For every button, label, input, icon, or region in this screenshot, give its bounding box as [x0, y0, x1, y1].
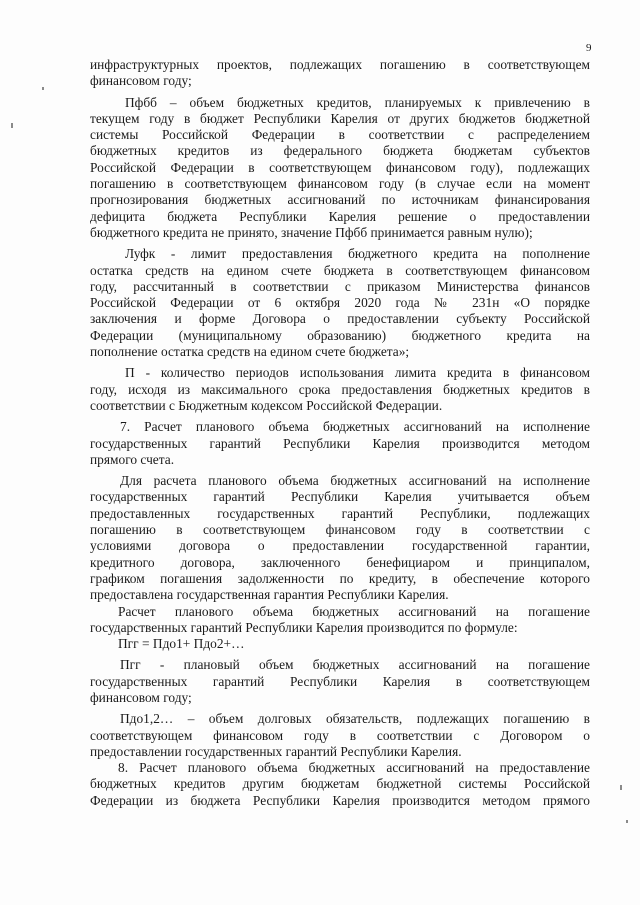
text-line: финансовом году; — [90, 689, 192, 705]
text-line: Федерации из бюджета Республики Карелия производится методом прямого — [90, 792, 590, 808]
scan-speck — [626, 820, 628, 823]
text-line: графиком погашения задолженности по кредиту, в обеспечение которого — [90, 570, 590, 586]
formula-line: Пгг = Пдо1+ Пдо2+… — [118, 636, 245, 652]
text-line: текущем году в бюджет Республики Карелия от других бюджетов бюджетной — [90, 110, 590, 126]
scan-speck — [42, 87, 44, 90]
text-line: Пфбб – объем бюджетных кредитов, планируемых к привлечению в — [125, 94, 590, 110]
text-line: погашению в соответствующем финансовом году (в случае если на момент — [90, 176, 590, 192]
text-line: прогнозирования бюджетных ассигнований по источникам финансирования — [90, 192, 590, 208]
text-line: бюджетных кредитов другим бюджетам бюджетной системы Российской — [90, 776, 590, 792]
text-line: предоставлена государственная гарантия Республики Карелия. — [90, 587, 449, 603]
text-line: Федерации (муниципальному образованию) бюджетного кредита на — [90, 327, 590, 343]
scan-speck — [11, 123, 13, 128]
page-number: 9 — [586, 42, 592, 54]
text-line: бюджетного кредита не принято, значение Пфбб принимается равным нулю); — [90, 224, 533, 240]
text-line: государственных гарантий Республики Карелия в соответствующем — [90, 673, 590, 689]
text-line: предоставлении государственных гарантий Республики Карелия. — [90, 743, 462, 759]
text-line: прямого счета. — [90, 451, 175, 467]
text-line: Российской Федерации от 6 октября 2020 года № 231н «О порядке — [90, 295, 590, 311]
text-line: Луфк - лимит предоставления бюджетного кредита на пополнение — [125, 246, 590, 262]
text-line: заключения и форме Договора о предоставлении субъекту Российской — [90, 311, 590, 327]
text-line: Для расчета планового объема бюджетных ассигнований на исполнение — [120, 473, 590, 489]
document-body — [90, 57, 590, 809]
text-line: государственных гарантий Республики Карелия учитывается объем — [90, 489, 590, 505]
text-line: государственных гарантий Республики Карелия производится методом — [90, 435, 590, 451]
text-line: 7. Расчет планового объема бюджетных ассигнований на исполнение — [120, 419, 590, 435]
text-line: условиями договора о предоставлении государственной гарантии, — [90, 538, 590, 554]
text-line: финансовом году; — [90, 73, 192, 89]
text-line: остатка средств на едином счете бюджета в соответствующем финансовом — [90, 262, 590, 278]
text-line: соответствующем финансовом году в соответствии с Договором о — [90, 727, 590, 743]
text-line: 8. Расчет планового объема бюджетных ассигнований на предоставление — [118, 760, 590, 776]
text-line: соответствии с Бюджетным кодексом Российской Федерации. — [90, 397, 443, 413]
text-line: Пдо1,2… – объем долговых обязательств, подлежащих погашению в — [120, 711, 590, 727]
text-line: году, рассчитанный в соответствии с приказом Министерства финансов — [90, 278, 590, 294]
text-line: году, исходя из максимального срока предоставления бюджетных кредитов в — [90, 381, 590, 397]
text-line: государственных гарантий Республики Карелия производится по формуле: — [90, 619, 518, 635]
text-line: П - количество периодов использования лимита кредита в финансовом — [125, 365, 590, 381]
text-line: Российской Федерации в соответствующем финансовом году), подлежащих — [90, 159, 590, 175]
text-line: предоставленных государственных гарантий Республики, подлежащих — [90, 505, 590, 521]
text-line: погашению в соответствующем финансовом году в соответствии с — [90, 522, 590, 538]
text-line: пополнение остатка средств на едином счете бюджета»; — [90, 344, 410, 360]
text-line: инфраструктурных проектов, подлежащих погашению в соответствующем — [90, 57, 590, 72]
text-line: кредитного договора, заключенного бенефициаром и принципалом, — [90, 554, 590, 570]
text-line: системы Российской Федерации в соответствии с распределением — [90, 127, 590, 143]
text-line: Расчет планового объема бюджетных ассигнований на погашение — [118, 603, 590, 619]
scan-speck — [620, 785, 622, 790]
text-line: бюджетных кредитов из федерального бюджета бюджетам субъектов — [90, 143, 590, 159]
text-line: Пгг - плановый объем бюджетных ассигнований на погашение — [120, 657, 590, 673]
text-line: дефицита бюджета Республики Карелия решение о предоставлении — [90, 208, 590, 224]
